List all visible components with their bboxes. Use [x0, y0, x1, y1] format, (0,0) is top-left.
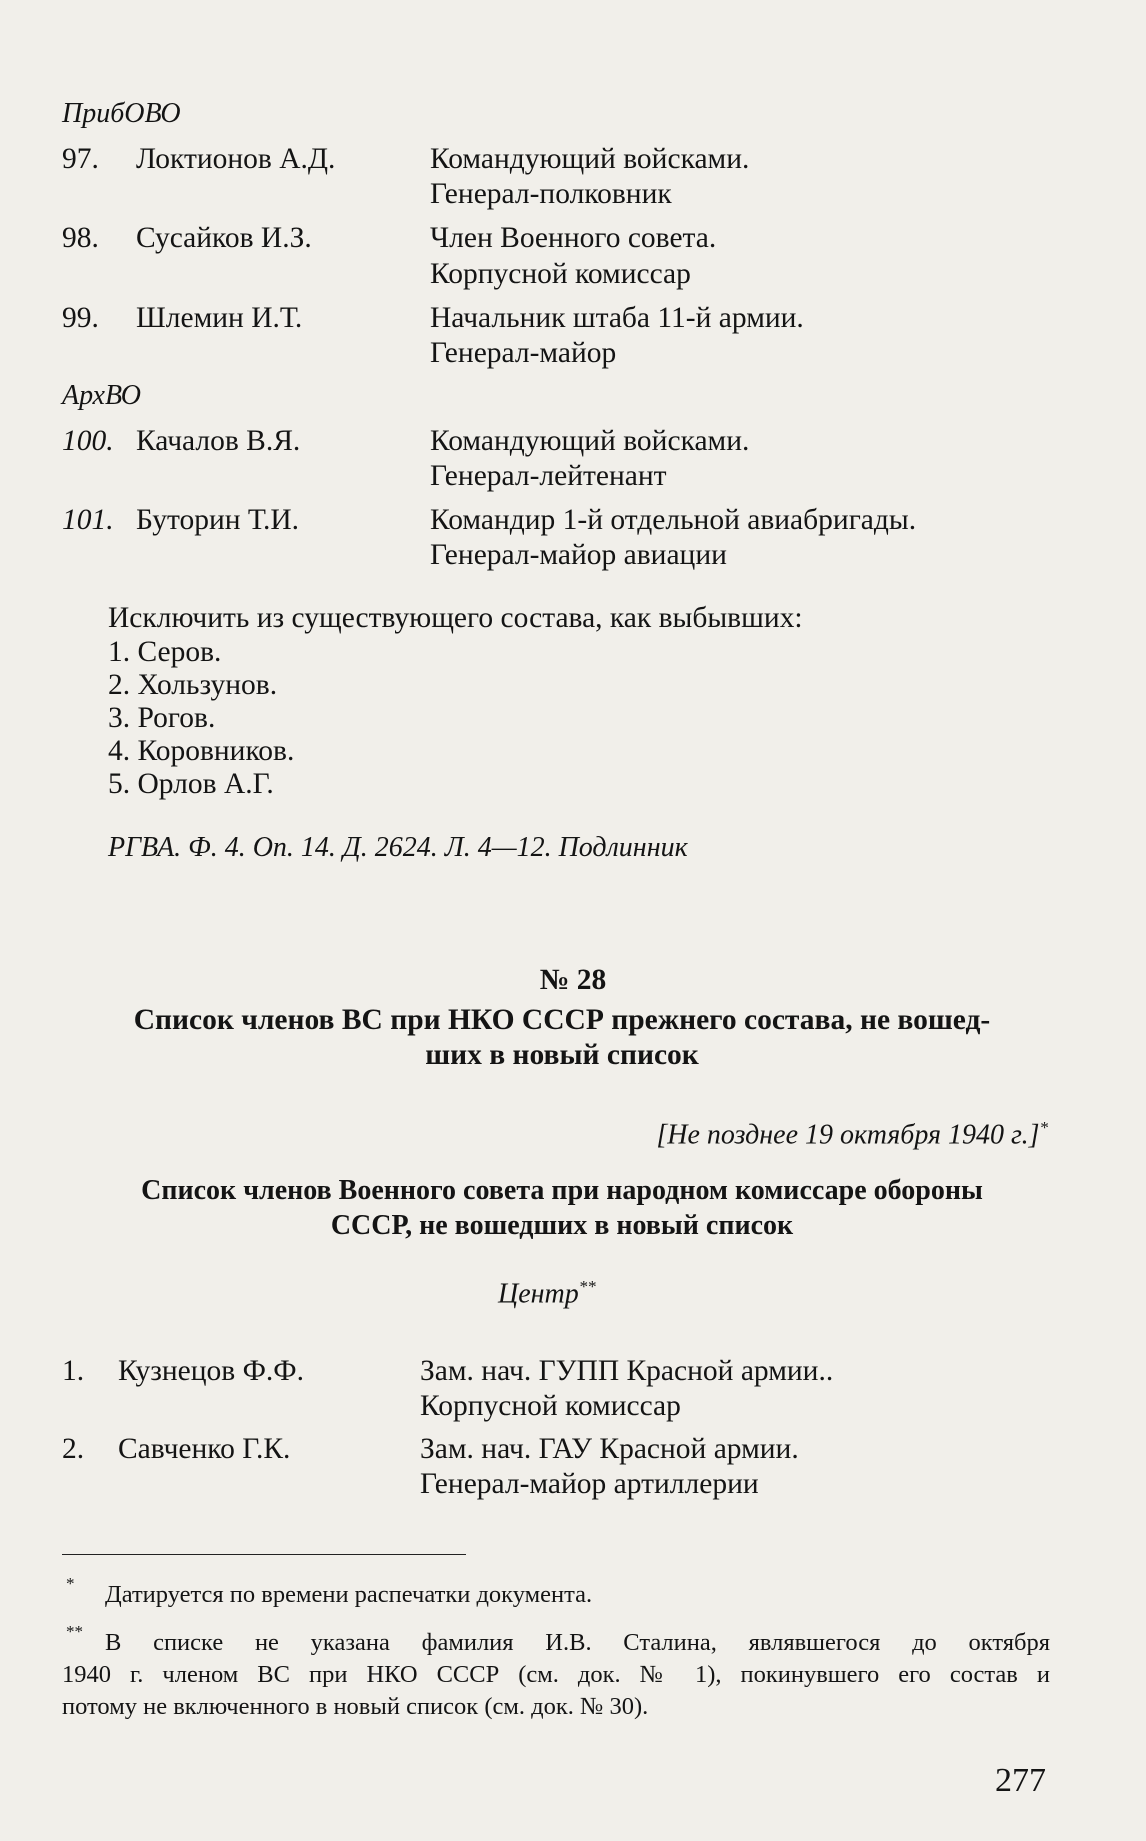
row-name: Буторин Т.И.: [136, 504, 300, 536]
footnote-mark: *: [66, 1574, 75, 1593]
row-name: Шлемин И.Т.: [136, 302, 303, 334]
row-number: 1.: [62, 1355, 85, 1387]
row-number: 100.: [62, 425, 114, 457]
footnote-text: В списке не указана фамилия И.В. Сталина, являвшегося до октября: [105, 1629, 1050, 1656]
archive-source: РГВА. Ф. 4. Оп. 14. Д. 2624. Л. 4—12. Подлинник: [108, 832, 688, 863]
row-position: Зам. нач. ГУПП Красной армии..: [420, 1355, 834, 1387]
row-rank: Корпусной комиссар: [420, 1390, 681, 1422]
footnote-text: 1940 г. членом ВС при НКО СССР (см. док. № 1), покинувшего его состав и: [62, 1661, 1050, 1688]
exclusion-item: 3. Рогов.: [108, 702, 216, 734]
footnote-text: потому не включенного в новый список (см. док. № 30).: [62, 1693, 649, 1720]
center-heading: Центр**: [498, 1277, 596, 1310]
row-position: Зам. нач. ГАУ Красной армии.: [420, 1433, 799, 1465]
district-heading: АрхВО: [62, 380, 141, 411]
row-position: Командир 1-й отдельной авиабригады.: [430, 504, 917, 536]
row-name: Кузнецов Ф.Ф.: [118, 1355, 304, 1387]
row-name: Савченко Г.К.: [118, 1433, 291, 1465]
row-number: 98.: [62, 222, 99, 254]
document-date: [Не позднее 19 октября 1940 г.]*: [656, 1118, 1048, 1151]
row-position: Член Военного совета.: [430, 222, 717, 254]
document-subtitle: Список членов Военного совета при народном комиссаре обороны: [141, 1175, 983, 1206]
row-name: Локтионов А.Д.: [136, 143, 336, 175]
row-rank: Генерал-майор артиллерии: [420, 1468, 759, 1500]
exclusion-item: 5. Орлов А.Г.: [108, 768, 274, 800]
row-number: 99.: [62, 302, 99, 334]
exclusion-item: 1. Серов.: [108, 636, 222, 668]
row-name: Качалов В.Я.: [136, 425, 301, 457]
footnote-mark: **: [66, 1622, 83, 1641]
exclusion-title: Исключить из существующего состава, как выбывших:: [108, 602, 803, 634]
row-number: 101.: [62, 504, 114, 536]
row-rank: Генерал-лейтенант: [430, 460, 667, 492]
district-heading: ПрибОВО: [62, 98, 181, 129]
footnote-divider: [62, 1554, 466, 1555]
page-number: 277: [995, 1762, 1046, 1799]
row-rank: Генерал-полковник: [430, 178, 672, 210]
document-title: ших в новый список: [425, 1039, 699, 1071]
exclusion-item: 4. Коровников.: [108, 735, 295, 767]
row-position: Начальник штаба 11-й армии.: [430, 302, 804, 334]
row-number: 2.: [62, 1433, 85, 1465]
exclusion-item: 2. Хользунов.: [108, 669, 278, 701]
row-position: Командующий войсками.: [430, 143, 750, 175]
document-subtitle: СССР, не вошедших в новый список: [330, 1210, 794, 1241]
document-title: Список членов ВС при НКО СССР прежнего состава, не вошед-: [133, 1004, 991, 1036]
row-rank: Корпусной комиссар: [430, 258, 691, 290]
row-number: 97.: [62, 143, 99, 175]
row-position: Командующий войсками.: [430, 425, 750, 457]
document-number: № 28: [539, 964, 607, 996]
footnote-text: Датируется по времени распечатки документа.: [105, 1581, 593, 1608]
row-rank: Генерал-майор: [430, 337, 617, 369]
row-rank: Генерал-майор авиации: [430, 539, 727, 571]
row-name: Сусайков И.З.: [136, 222, 312, 254]
